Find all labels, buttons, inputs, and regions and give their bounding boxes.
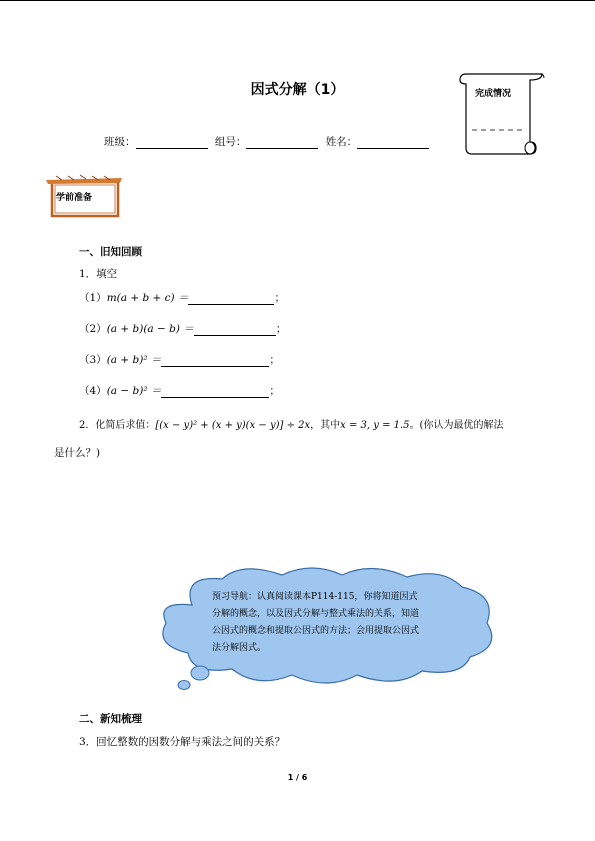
q2-expression: (a + b)(a − b) ＝ bbox=[106, 323, 194, 335]
section2-heading: 二、新知梳理 bbox=[79, 713, 142, 725]
scroll-icon bbox=[456, 68, 548, 158]
top-rule bbox=[0, 0, 595, 1]
item2-condition: x = 3, y = 1.5 bbox=[340, 420, 410, 431]
page-title: 因式分解（1） bbox=[250, 82, 345, 98]
class-label: 班级： bbox=[104, 136, 136, 148]
item1-label: 1．填空 bbox=[79, 268, 118, 280]
group-label: 组号： bbox=[214, 136, 247, 148]
q2-blank[interactable] bbox=[194, 325, 276, 336]
item2-line: 2．化简后求值：[(x − y)² + (x + y)(x − y)] ÷ 2x，其中x = 3, y = 1.5。(你认为最优的解法 bbox=[79, 420, 504, 431]
section-badge bbox=[44, 174, 124, 218]
q4-expression: (a − b)² ＝ bbox=[106, 385, 162, 397]
group-blank[interactable] bbox=[246, 138, 318, 149]
badge-label: 学前准备 bbox=[56, 193, 93, 203]
page-number: 1 / 6 bbox=[287, 773, 308, 782]
q1-expression: m(a + b + c) ＝ bbox=[106, 292, 189, 304]
item3-line: 3．回忆整数的因数分解与乘法之间的关系？ bbox=[79, 736, 286, 748]
name-label: 姓名： bbox=[325, 136, 358, 148]
item2-expression: [(x − y)² + (x + y)(x − y)] ÷ 2x bbox=[155, 420, 311, 431]
name-blank[interactable] bbox=[357, 138, 429, 149]
scroll-label: 完成情况 bbox=[475, 89, 512, 99]
question-4: （4）(a − b)² ＝ ； bbox=[79, 385, 280, 397]
item2-continued: 是什么？) bbox=[54, 447, 101, 459]
question-3: （3）(a + b)² ＝ ； bbox=[79, 354, 280, 366]
class-blank[interactable] bbox=[136, 138, 208, 149]
q4-blank[interactable] bbox=[161, 387, 269, 398]
q1-blank[interactable] bbox=[188, 294, 274, 305]
q3-expression: (a + b)² ＝ bbox=[106, 354, 162, 366]
info-line bbox=[104, 134, 429, 149]
completion-scroll bbox=[456, 68, 548, 158]
section1-heading: 一、旧知回顾 bbox=[79, 246, 142, 258]
question-2: （2）(a + b)(a − b) ＝ ； bbox=[79, 323, 287, 335]
q3-blank[interactable] bbox=[161, 356, 269, 367]
question-1: （1）m(a + b + c) ＝ ； bbox=[79, 292, 285, 304]
cloud-text: 预习导航：认真阅读课本P114-115，你将知道因式分解的概念，以及因式分解与整式乘法的关系，知道公因式的概念和提取公因式的方法；会用提取公因式法分解因式。 bbox=[212, 592, 420, 653]
